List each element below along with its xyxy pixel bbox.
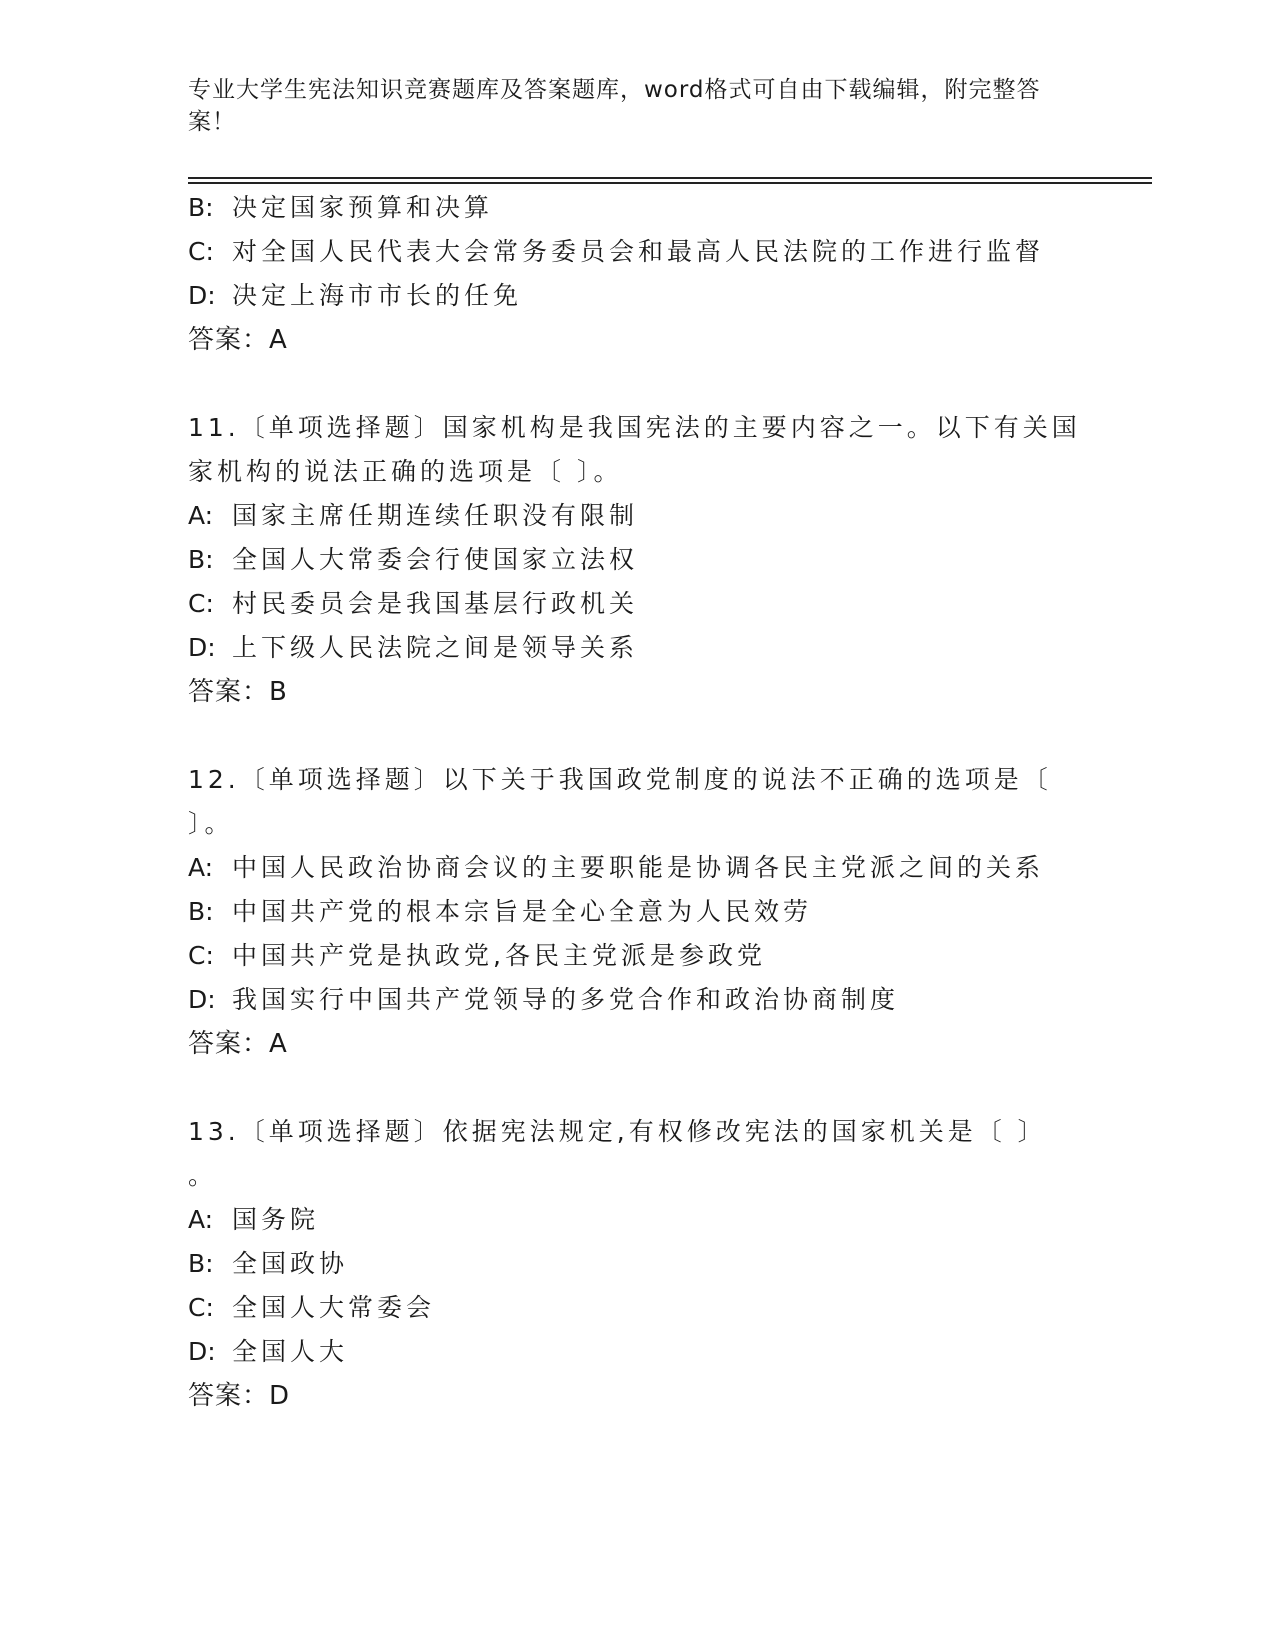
q12-answer: 答案：A <box>188 1029 288 1059</box>
q12-option-b: B: 中国共产党的根本宗旨是全心全意为人民效劳 <box>188 897 813 926</box>
prev-option-c: C: 对全国人民代表大会常务委员会和最高人民法院的工作进行监督 <box>188 237 1045 266</box>
q11-answer: 答案：B <box>188 677 288 707</box>
q12-option-a: A: 中国人民政治协商会议的主要职能是协调各民主党派之间的关系 <box>188 853 1045 882</box>
header-divider-top <box>188 177 1152 179</box>
q13-option-a: A: 国务院 <box>188 1205 320 1234</box>
prev-answer: 答案：A <box>188 325 288 355</box>
q11-option-b: B: 全国人大常委会行使国家立法权 <box>188 545 639 574</box>
q12-stem-line2: 〕。 <box>188 809 234 838</box>
q13-option-c: C: 全国人大常委会 <box>188 1293 436 1322</box>
header-title-line2: 案！ <box>188 109 236 135</box>
q13-stem-line1: 13.〔单项选择题〕依据宪法规定,有权修改宪法的国家机关是〔 〕 <box>188 1117 1047 1146</box>
q13-option-b: B: 全国政协 <box>188 1249 349 1278</box>
q12-option-c: C: 中国共产党是执政党,各民主党派是参政党 <box>188 941 766 970</box>
q13-option-d: D: 全国人大 <box>188 1337 349 1366</box>
prev-option-d: D: 决定上海市市长的任免 <box>188 281 523 310</box>
q12-stem-line1: 12.〔单项选择题〕以下关于我国政党制度的说法不正确的选项是〔 <box>188 765 1052 794</box>
q13-stem-line2: 。 <box>188 1161 218 1190</box>
header-title-line1: 专业大学生宪法知识竞赛题库及答案题库，word格式可自由下载编辑，附完整答 <box>188 77 1041 103</box>
q11-option-c: C: 村民委员会是我国基层行政机关 <box>188 589 639 618</box>
q11-stem-line1: 11.〔单项选择题〕国家机构是我国宪法的主要内容之一。以下有关国 <box>188 413 1081 442</box>
prev-option-b: B: 决定国家预算和决算 <box>188 193 494 222</box>
q11-option-a: A: 国家主席任期连续任职没有限制 <box>188 501 639 530</box>
header-divider-bottom <box>188 182 1152 184</box>
q11-stem-line2: 家机构的说法正确的选项是〔 〕。 <box>188 457 623 486</box>
q12-option-d: D: 我国实行中国共产党领导的多党合作和政治协商制度 <box>188 985 900 1014</box>
q13-answer: 答案：D <box>188 1381 291 1411</box>
q11-option-d: D: 上下级人民法院之间是领导关系 <box>188 633 639 662</box>
page-header <box>188 74 1058 138</box>
